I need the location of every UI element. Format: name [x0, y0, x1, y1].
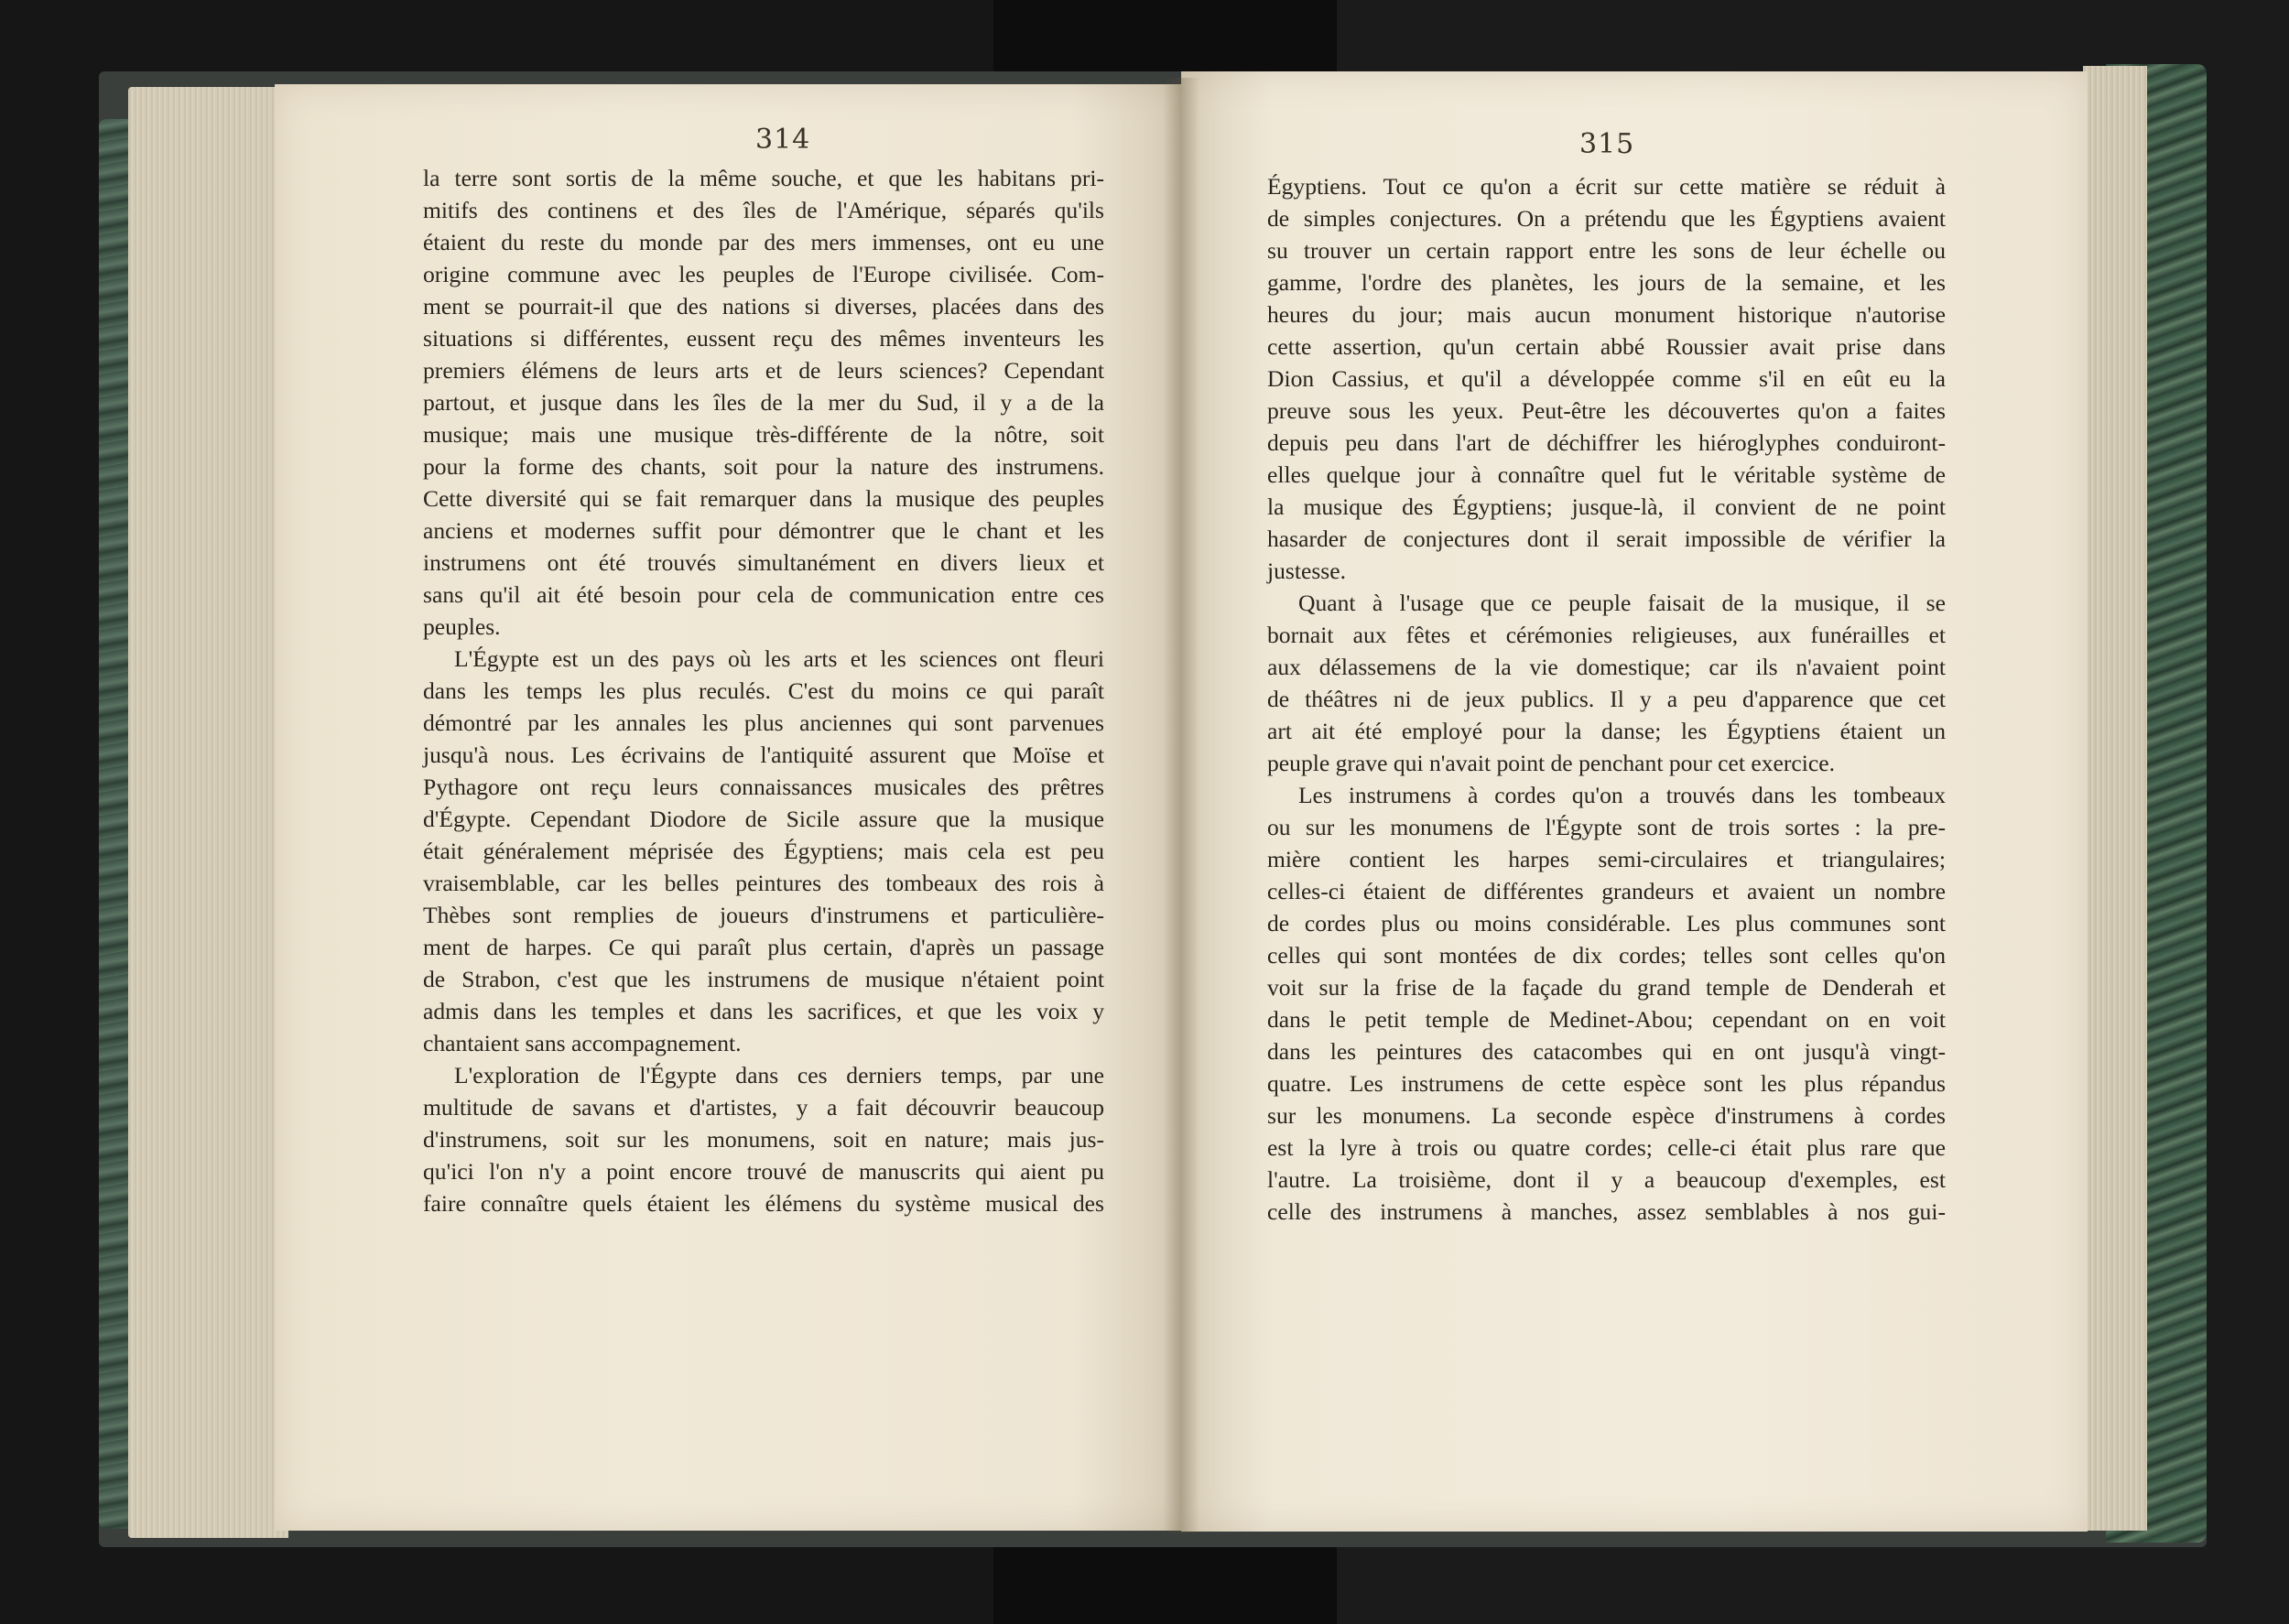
text-line: peuples. [423, 613, 501, 640]
text-line: Cette diversité qui se fait remarquer dans la musique des peuples [423, 485, 1104, 512]
text-line: jusqu'à nous. Les écrivains de l'antiquité assurent que Moïse et [423, 742, 1104, 768]
text-line: voit sur la frise de la façade du grand temple de Denderah et [1267, 974, 1946, 1001]
text-line: mitifs des continens et des îles de l'Amérique, séparés qu'ils [423, 197, 1104, 223]
text-line: aux délassemens de la vie domestique; car ils n'avaient point [1267, 654, 1946, 680]
text-line: origine commune avec les peuples de l'Europe civilisée. Com- [423, 261, 1104, 287]
text-line: dans le petit temple de Medinet-Abou; cependant on en voit [1267, 1006, 1946, 1033]
text-line: celles qui sont montées de dix cordes; telles sont celles qu'on [1267, 942, 1946, 969]
left-page-text [423, 162, 1104, 1219]
text-line: partout, et jusque dans les îles de la mer du Sud, il y a de la [423, 389, 1104, 416]
text-line: de théâtres ni de jeux publics. Il y a peu d'apparence que cet [1267, 686, 1946, 712]
text-line: Égyptiens. Tout ce qu'on a écrit sur cette matière se réduit à [1267, 173, 1946, 200]
text-line: Dion Cassius, et qu'il a développée comme s'il en eût eu la [1267, 365, 1946, 392]
right-page-text [1267, 170, 1946, 1228]
text-line: faire connaître quels étaient les élémens du système musical des [423, 1190, 1104, 1217]
text-line: Pythagore ont reçu leurs connaissances musicales des prêtres [423, 774, 1104, 800]
text-line: ment se pourrait-il que des nations si diverses, placées dans des [423, 293, 1104, 319]
text-line: instrumens ont été trouvés simultanément en divers lieux et [423, 549, 1104, 576]
text-line: ment de harpes. Ce qui paraît plus certain, d'après un passage [423, 934, 1104, 960]
text-line: L'exploration de l'Égypte dans ces derniers temps, par une [454, 1062, 1104, 1088]
text-line: quatre. Les instrumens de cette espèce sont les plus répandus [1267, 1070, 1946, 1097]
text-line: gamme, l'ordre des planètes, les jours de la semaine, et les [1267, 269, 1946, 296]
text-line: admis dans les temples et dans les sacrifices, et que les voix y [423, 998, 1104, 1024]
text-line: de simples conjectures. On a prétendu que les Égyptiens avaient [1267, 205, 1946, 232]
text-line: l'autre. La troisième, dont il y a beaucoup d'exemples, est [1267, 1166, 1946, 1193]
text-line: sur les monumens. La seconde espèce d'instrumens à cordes [1267, 1102, 1946, 1129]
text-line: démontré par les annales les plus anciennes qui sont parvenues [423, 709, 1104, 736]
text-line: L'Égypte est un des pays où les arts et les sciences ont fleuri [454, 645, 1104, 672]
text-line: est la lyre à trois ou quatre cordes; celle-ci était plus rare que [1267, 1134, 1946, 1161]
text-line: justesse. [1267, 558, 1347, 584]
text-line: vraisemblable, car les belles peintures des tombeaux des rois à [423, 870, 1104, 896]
book-gutter [1163, 78, 1199, 1533]
text-line: dans les peintures des catacombes qui en ont jusqu'à vingt- [1267, 1038, 1946, 1065]
page-stack-edge-right [2083, 66, 2147, 1531]
text-line: Les instrumens à cordes qu'on a trouvés dans les tombeaux [1298, 782, 1946, 808]
text-line: hasarder de conjectures dont il serait impossible de vérifier la [1267, 525, 1946, 552]
text-line: preuve sous les yeux. Peut-être les découvertes qu'on a faites [1267, 397, 1946, 424]
page-stack-edge-left [128, 87, 288, 1538]
text-line: Thèbes sont remplies de joueurs d'instrumens et particulière- [423, 902, 1104, 928]
text-line: anciens et modernes suffit pour démontrer que le chant et les [423, 517, 1104, 544]
text-line: étaient du reste du monde par des mers immenses, ont eu une [423, 229, 1104, 255]
text-line: de cordes plus ou moins considérable. Les plus communes sont [1267, 910, 1946, 937]
text-line: celles-ci étaient de différentes grandeurs et avaient un nombre [1267, 878, 1946, 904]
text-line: mière contient les harpes semi-circulaires et triangulaires; [1267, 846, 1946, 872]
text-line: sans qu'il ait été besoin pour cela de communication entre ces [423, 581, 1104, 608]
text-line: depuis peu dans l'art de déchiffrer les hiéroglyphes conduiront- [1267, 429, 1946, 456]
text-line: elles quelque jour à connaître quel fut le véritable système de [1267, 461, 1946, 488]
text-line: su trouver un certain rapport entre les sons de leur échelle ou [1267, 237, 1946, 264]
text-line: chantaient sans accompagnement. [423, 1030, 742, 1056]
text-line: dans les temps les plus reculés. C'est du moins ce qui paraît [423, 677, 1104, 704]
text-line: d'Égypte. Cependant Diodore de Sicile assure que la musique [423, 806, 1104, 832]
text-line: la musique des Égyptiens; jusque-là, il convient de ne point [1267, 493, 1946, 520]
text-line: Quant à l'usage que ce peuple faisait de la musique, il se [1298, 590, 1946, 616]
text-line: pour la forme des chants, soit pour la nature des instrumens. [423, 453, 1104, 480]
text-line: de Strabon, c'est que les instrumens de musique n'étaient point [423, 966, 1104, 992]
text-line: cette assertion, qu'un certain abbé Roussier avait prise dans [1267, 333, 1946, 360]
left-page-number: 314 [755, 124, 811, 156]
text-line: musique; mais une musique très-différente de la nôtre, soit [423, 421, 1104, 448]
text-line: celle des instrumens à manches, assez semblables à nos gui- [1267, 1198, 1946, 1225]
text-line: heures du jour; mais aucun monument historique n'autorise [1267, 301, 1946, 328]
text-line: d'instrumens, soit sur les monumens, soit en nature; mais jus- [423, 1126, 1104, 1153]
text-line: ou sur les monumens de l'Égypte sont de trois sortes : la pre- [1267, 814, 1946, 840]
right-page-number: 315 [1579, 128, 1635, 160]
text-line: qu'ici l'on n'y a point encore trouvé de manuscrits qui aient pu [423, 1158, 1104, 1185]
text-line: multitude de savans et d'artistes, y a fait découvrir beaucoup [423, 1094, 1104, 1121]
text-line: bornait aux fêtes et cérémonies religieuses, aux funérailles et [1267, 622, 1946, 648]
text-line: était généralement méprisée des Égyptiens; mais cela est peu [423, 838, 1104, 864]
text-line: peuple grave qui n'avait point de penchant pour cet exercice. [1267, 750, 1836, 776]
text-line: situations si différentes, eussent reçu des mêmes inventeurs les [423, 325, 1104, 352]
text-line: la terre sont sortis de la même souche, et que les habitans pri- [423, 165, 1104, 191]
text-line: premiers élémens de leurs arts et de leurs sciences? Cependant [423, 357, 1104, 384]
text-line: art ait été employé pour la danse; les Égyptiens étaient un [1267, 718, 1946, 744]
